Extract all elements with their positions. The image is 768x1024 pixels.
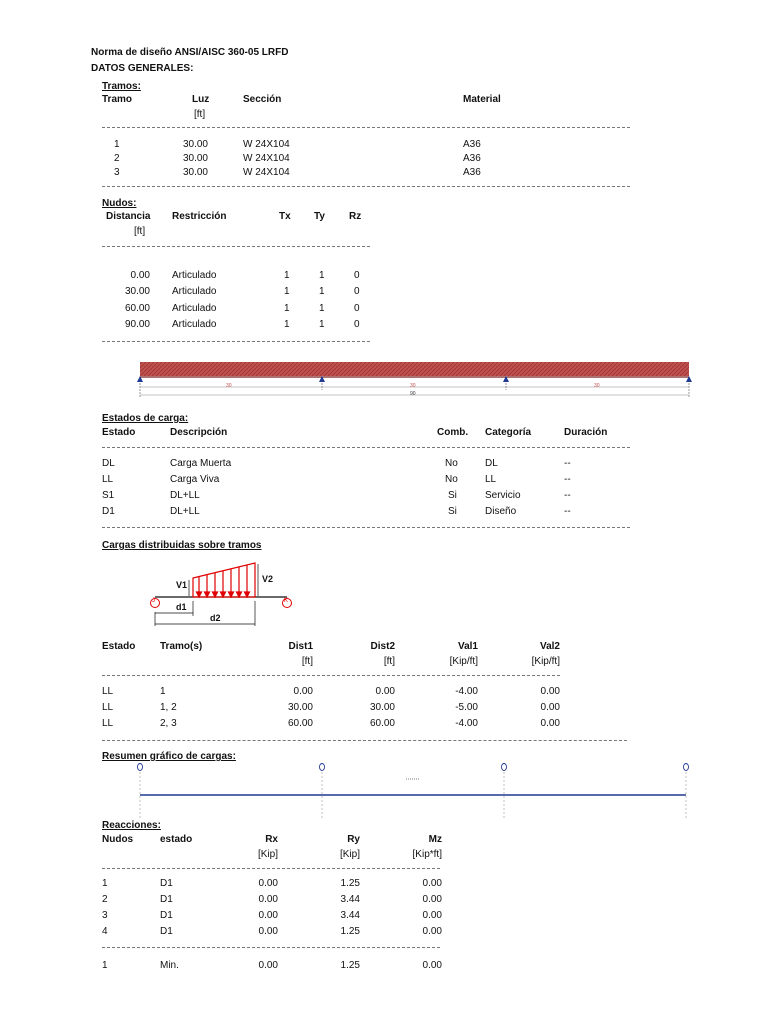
reaccion-nudo: 3 — [102, 910, 108, 921]
estado-categoria: Diseño — [485, 506, 517, 517]
tramos-col-seccion: Sección — [243, 94, 282, 105]
tramos-heading: Tramos: — [102, 81, 141, 92]
reaccion-estado: D1 — [160, 926, 173, 937]
reacciones-col-nudos: Nudos — [102, 834, 134, 845]
carga-val2: 0.00 — [540, 702, 560, 713]
nudo-restriccion: Articulado — [172, 286, 217, 297]
tramo-material: A36 — [463, 167, 481, 178]
tramo-material: A36 — [463, 139, 481, 150]
span-label: 30 — [226, 383, 232, 389]
load-label-d1: d1 — [176, 602, 187, 612]
load-label-v1: V1 — [176, 580, 188, 590]
nudos-col-distancia: Distancia — [106, 211, 151, 222]
cargas-col-val2-unit: [Kip/ft] — [531, 656, 560, 667]
reaccion-estado: Min. — [160, 960, 179, 971]
resumen-heading: Resumen gráfico de cargas: — [102, 751, 236, 762]
summary-node-icon — [320, 764, 325, 819]
reacciones-col-ry: Ry — [347, 834, 360, 845]
carga-dist2: 0.00 — [375, 686, 395, 697]
nudo-ty: 1 — [319, 319, 325, 330]
nudo-tx: 1 — [284, 286, 290, 297]
reaccion-ry: 1.25 — [340, 960, 360, 971]
carga-tramos: 2, 3 — [160, 718, 177, 729]
nudo-restriccion: Articulado — [172, 303, 217, 314]
cargas-col-dist2-unit: [ft] — [383, 656, 395, 667]
estado-comb: Si — [448, 506, 457, 517]
reaccion-ry: 3.44 — [340, 910, 360, 921]
tramo-luz: 30.00 — [182, 167, 208, 178]
nudos-heading: Nudos: — [102, 198, 137, 209]
estado-duracion: -- — [564, 474, 571, 485]
cargas-col-val1: Val1 — [457, 641, 478, 652]
estado-comb: No — [445, 458, 458, 469]
carga-val2: 0.00 — [540, 686, 560, 697]
divider — [102, 527, 630, 528]
reacciones-col-ry-unit: [Kip] — [339, 849, 360, 860]
divider — [102, 127, 630, 128]
span-label: 30 — [410, 383, 416, 389]
estado-categoria: DL — [485, 458, 498, 469]
load-label-v2: V2 — [262, 574, 274, 584]
span-label: 30 — [594, 383, 600, 389]
reaccion-rx: 0.00 — [258, 878, 278, 889]
carga-val1: -4.00 — [455, 686, 478, 697]
nudo-tx: 1 — [284, 303, 290, 314]
reaccion-ry: 1.25 — [340, 926, 360, 937]
estados-col-descripcion: Descripción — [170, 427, 228, 438]
tramos-col-luz-unit: [ft] — [194, 109, 206, 120]
nudo-distancia: 60.00 — [124, 303, 150, 314]
estados-col-comb: Comb. — [437, 427, 469, 438]
cargas-col-val1-unit: [Kip/ft] — [449, 656, 478, 667]
nudos-col-rz: Rz — [349, 211, 362, 222]
cargas-col-dist2: Dist2 — [370, 641, 395, 652]
estado-code: D1 — [102, 506, 115, 517]
tramos-col-material: Material — [463, 94, 501, 105]
reaccion-rx: 0.00 — [258, 894, 278, 905]
carga-val2: 0.00 — [540, 718, 560, 729]
tramo-seccion: W 24X104 — [243, 167, 290, 178]
nudos-col-restriccion: Restricción — [172, 211, 227, 222]
carga-val1: -5.00 — [455, 702, 478, 713]
summary-node-icon — [684, 764, 689, 819]
nudo-rz: 0 — [354, 270, 360, 281]
estado-descripcion: Carga Muerta — [170, 458, 232, 469]
nudo-tx: 1 — [284, 270, 290, 281]
estados-col-duracion: Duración — [564, 427, 608, 438]
cargas-col-tramos: Tramo(s) — [160, 641, 203, 652]
nudo-tx: 1 — [284, 319, 290, 330]
carga-dist1: 0.00 — [293, 686, 313, 697]
reaccion-mz: 0.00 — [422, 894, 442, 905]
estados-col-categoria: Categoría — [485, 427, 532, 438]
reacciones-col-rx-unit: [Kip] — [257, 849, 278, 860]
reacciones-col-mz: Mz — [428, 834, 442, 845]
estado-categoria: LL — [485, 474, 497, 485]
divider — [102, 868, 440, 869]
reacciones-col-rx: Rx — [265, 834, 278, 845]
nudo-ty: 1 — [319, 270, 325, 281]
nudo-restriccion: Articulado — [172, 319, 217, 330]
reaccion-mz: 0.00 — [422, 878, 442, 889]
estado-code: DL — [102, 458, 115, 469]
nudo-rz: 0 — [354, 286, 360, 297]
nudos-col-ty: Ty — [314, 211, 325, 222]
support-icon — [319, 376, 325, 390]
carga-tramos: 1, 2 — [160, 702, 177, 713]
cargas-heading: Cargas distribuidas sobre tramos — [102, 540, 262, 551]
carga-dist1: 60.00 — [287, 718, 313, 729]
reaccion-rx: 0.00 — [258, 910, 278, 921]
reaccion-estado: D1 — [160, 878, 173, 889]
carga-estado: LL — [102, 718, 114, 729]
divider — [102, 675, 560, 676]
divider — [102, 341, 370, 342]
cargas-col-val2: Val2 — [539, 641, 560, 652]
divider — [102, 740, 627, 741]
reaccion-rx: 0.00 — [258, 960, 278, 971]
estados-col-estado: Estado — [102, 427, 136, 438]
reaccion-ry: 1.25 — [340, 878, 360, 889]
tramo-seccion: W 24X104 — [243, 153, 290, 164]
nudos-col-distancia-unit: [ft] — [134, 226, 146, 237]
cargas-col-estado: Estado — [102, 641, 136, 652]
reacciones-col-estado: estado — [160, 834, 193, 845]
nudos-col-tx: Tx — [279, 211, 291, 222]
nudo-restriccion: Articulado — [172, 270, 217, 281]
estado-descripcion: DL+LL — [170, 506, 200, 517]
summary-node-icon — [138, 764, 143, 819]
tramo-luz: 30.00 — [182, 153, 208, 164]
node-label-k: K — [284, 598, 289, 604]
carga-estado: LL — [102, 702, 114, 713]
nudo-distancia: 30.00 — [124, 286, 150, 297]
divider — [102, 947, 440, 948]
estado-code: LL — [102, 474, 114, 485]
estado-duracion: -- — [564, 458, 571, 469]
reaccion-rx: 0.00 — [258, 926, 278, 937]
nudo-ty: 1 — [319, 303, 325, 314]
total-label: 90 — [410, 391, 416, 397]
trapezoid-load — [193, 563, 255, 597]
reaccion-ry: 3.44 — [340, 894, 360, 905]
estado-code: S1 — [102, 490, 115, 501]
divider — [102, 246, 370, 247]
doc-subtitle: DATOS GENERALES: — [91, 63, 194, 74]
reaccion-estado: D1 — [160, 894, 173, 905]
reaccion-nudo: 1 — [102, 878, 108, 889]
estado-duracion: -- — [564, 506, 571, 517]
nudo-distancia: 90.00 — [124, 319, 150, 330]
tramos-col-tramo: Tramo — [102, 94, 133, 105]
reacciones-col-mz-unit: [Kip*ft] — [412, 849, 442, 860]
dimension-lines — [155, 564, 258, 626]
nudo-rz: 0 — [354, 303, 360, 314]
beam-bar — [140, 362, 689, 376]
reaccion-nudo: 4 — [102, 926, 108, 937]
reaccion-estado: D1 — [160, 910, 173, 921]
nudo-ty: 1 — [319, 286, 325, 297]
reacciones-heading: Reacciones: — [102, 820, 161, 831]
tramo-number: 2 — [114, 153, 120, 164]
node-label-j: J — [152, 598, 155, 604]
carga-tramos: 1 — [160, 686, 166, 697]
tramos-col-luz: Luz — [192, 94, 210, 105]
tramo-seccion: W 24X104 — [243, 139, 290, 150]
cargas-col-dist1-unit: [ft] — [301, 656, 313, 667]
support-icon — [686, 376, 692, 397]
tramo-material: A36 — [463, 153, 481, 164]
reaccion-nudo: 2 — [102, 894, 108, 905]
tramo-number: 1 — [114, 139, 120, 150]
reaccion-nudo: 1 — [102, 960, 108, 971]
summary-node-icon — [502, 764, 507, 819]
load-label-d2: d2 — [210, 613, 221, 623]
carga-estado: LL — [102, 686, 114, 697]
tramo-luz: 30.00 — [182, 139, 208, 150]
reaccion-mz: 0.00 — [422, 910, 442, 921]
estado-descripcion: DL+LL — [170, 490, 200, 501]
nudo-rz: 0 — [354, 319, 360, 330]
estado-comb: No — [445, 474, 458, 485]
estado-comb: Si — [448, 490, 457, 501]
nudo-distancia: 0.00 — [130, 270, 150, 281]
carga-dist2: 30.00 — [369, 702, 395, 713]
reaccion-mz: 0.00 — [422, 960, 442, 971]
tramo-number: 3 — [114, 167, 120, 178]
doc-title: Norma de diseño ANSI/AISC 360-05 LRFD — [91, 47, 289, 58]
estado-duracion: -- — [564, 490, 571, 501]
support-icon — [137, 376, 143, 397]
estados-heading: Estados de carga: — [102, 413, 189, 424]
support-icon — [503, 376, 509, 390]
load-arrows — [197, 565, 250, 597]
divider — [102, 186, 630, 187]
carga-dist1: 30.00 — [287, 702, 313, 713]
carga-val1: -4.00 — [455, 718, 478, 729]
divider — [102, 447, 630, 448]
reaccion-mz: 0.00 — [422, 926, 442, 937]
estado-categoria: Servicio — [485, 490, 521, 501]
cargas-col-dist1: Dist1 — [288, 641, 313, 652]
estado-descripcion: Carga Viva — [170, 474, 220, 485]
carga-dist2: 60.00 — [369, 718, 395, 729]
